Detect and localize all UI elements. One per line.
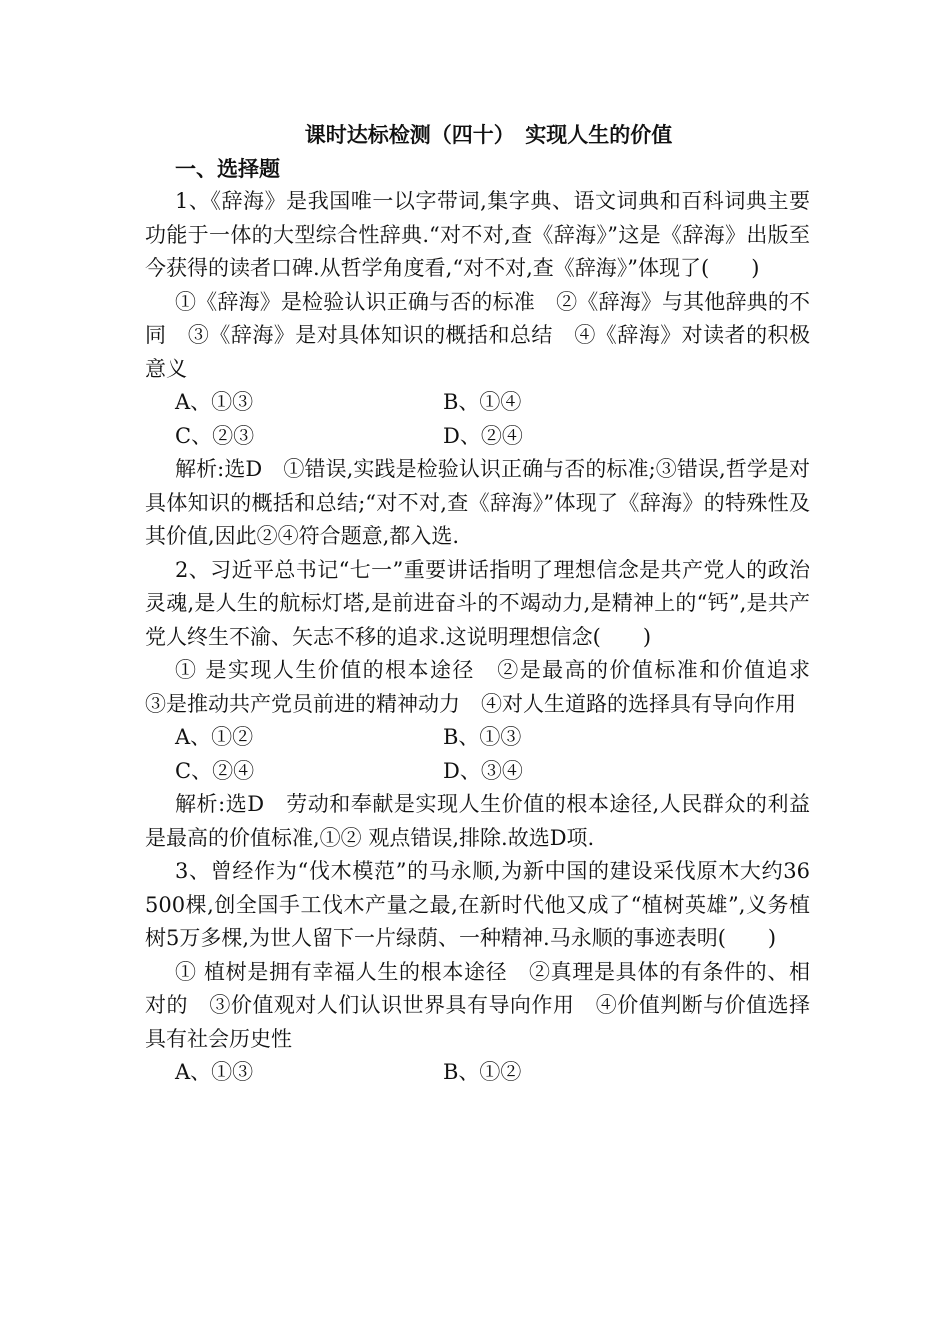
question-2-statements: ① 是实现人生价值的根本途径 ②是最高的价值标准和价值追求 ③是推动共产党员前进的精神动力 ④对人生道路的选择具有导向作用 [145,658,831,716]
question-1-option-a: A、①③ [175,390,254,414]
question-2-option-b: B、①③ [443,725,522,749]
page-title: 课时达标检测（四十） 实现人生的价值 [304,122,673,147]
question-3-stem: 3、曾经作为“伐木模范”的马永顺,为新中国的建设采伐原木大约36 500棵,创全国手工伐木产量之最,在新时代他又成了“植树英雄”,义务植树5万多棵,为世人留下一片绿荫、一种精神.马永顺的事迹表明( ) [145,859,810,950]
question-3-option-a: A、①③ [175,1060,254,1084]
question-1-statements: ①《辞海》是检验认识正确与否的标准 ②《辞海》与其他辞典的不同 ③《辞海》是对具体知识的概括和总结 ④《辞海》对读者的积极意义 [145,289,810,381]
question-2-option-c: C、②④ [175,758,255,783]
question-3-options-row-1 [145,1056,810,1090]
question-2-option-d: D、③④ [443,758,523,783]
question-2-options-row-1 [145,721,810,755]
question-1-options-row-1 [145,386,810,420]
question-2-option-a: A、①② [175,725,254,749]
question-2-options-row-2 [145,755,810,789]
question-1-analysis: 解析:选D ①错误,实践是检验认识正确与否的标准;③错误,哲学是对具体知识的概括和总结;“对不对,查《辞海》”体现了《辞海》的特殊性及其价值,因此②④符合题意,都入选. [145,457,810,548]
question-3-statements: ① 植树是拥有幸福人生的根本途径 ②真理是具体的有条件的、相对的 ③价值观对人们认识世界具有导向作用 ④价值判断与价值选择具有社会历史性 [145,959,810,1051]
question-2-stem: 2、习近平总书记“七一”重要讲话指明了理想信念是共产党人的政治灵魂,是人生的航标灯塔,是前进奋斗的不竭动力,是精神上的“钙”,是共产党人终生不渝、矢志不移的追求.这说明理想信念( ) [145,557,810,649]
document-body [145,118,831,1090]
section-heading: 一、选择题 [175,155,280,181]
question-3-option-b: B、①② [443,1060,522,1084]
question-1-option-d: D、②④ [443,423,523,448]
question-1-stem: 1、《辞海》是我国唯一以字带词,集字典、语文词典和百科词典主要功能于一体的大型综合性辞典.“对不对,查《辞海》”这是《辞海》出版至今获得的读者口碑.从哲学角度看,“对不对,查《辞海》”体现了( ) [145,189,810,280]
question-1-option-b: B、①④ [443,390,522,414]
question-2-analysis: 解析:选D 劳动和奉献是实现人生价值的根本途径,人民群众的利益是最高的价值标准,①② 观点错误,排除.故选D项. [145,792,810,850]
question-1-options-row-2 [145,420,810,454]
question-1-option-c: C、②③ [175,423,255,448]
